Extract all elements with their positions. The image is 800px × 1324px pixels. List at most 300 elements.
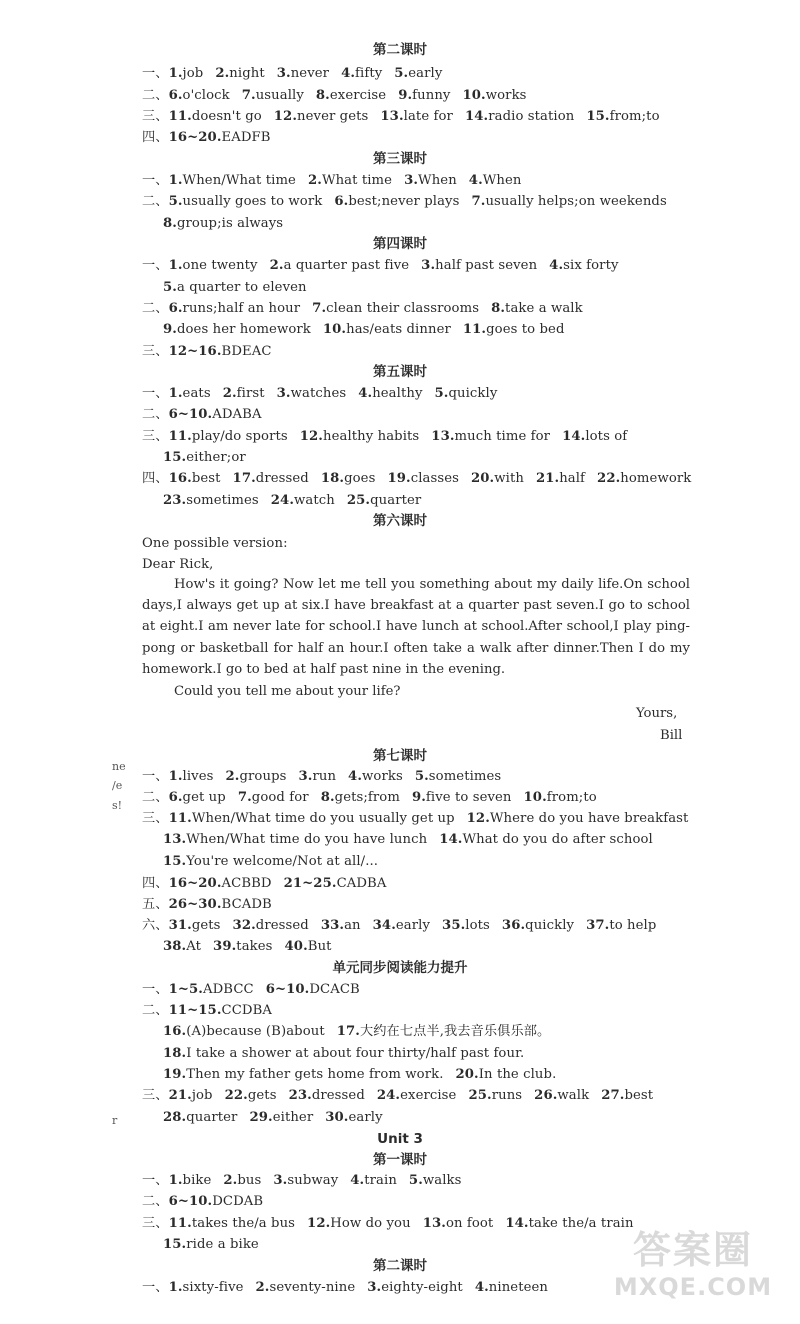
answer-line	[142, 1280, 548, 1296]
answer-text: watch	[294, 493, 335, 508]
answer-text: gets;from	[334, 790, 400, 805]
answer-number: 3.	[367, 1280, 382, 1295]
answer-item	[348, 769, 403, 784]
answer-number: 17.	[232, 471, 256, 486]
answer-item	[163, 1237, 259, 1252]
answer-text: But	[307, 939, 332, 954]
answer-number: 39.	[213, 939, 237, 954]
answer-number: 10.	[462, 88, 486, 103]
answer-line	[142, 471, 691, 487]
answer-number: 26~30.	[168, 897, 222, 912]
answer-item	[169, 1173, 212, 1188]
answer-text: with	[494, 471, 524, 486]
answer-line	[163, 939, 332, 955]
answer-line	[142, 811, 688, 827]
answer-text: lots of	[585, 429, 628, 444]
answer-item	[142, 1194, 169, 1209]
answer-number: 10.	[523, 790, 547, 805]
answer-text: lots	[465, 918, 490, 933]
answer-text: subway	[287, 1173, 339, 1188]
answer-number: 36.	[501, 918, 526, 933]
answer-item	[273, 1173, 338, 1188]
section-heading: 第七课时	[373, 748, 427, 764]
answer-item	[233, 471, 309, 486]
answer-number: 4.	[549, 258, 564, 273]
answer-item	[341, 66, 382, 81]
answer-number: 30.	[325, 1110, 349, 1125]
answer-text: either;or	[186, 450, 246, 465]
answer-text: goes to bed	[486, 322, 565, 337]
answer-item	[169, 982, 254, 997]
answer-text: walks	[422, 1173, 462, 1188]
answer-item	[404, 173, 457, 188]
answer-label: 二、	[142, 407, 169, 422]
answer-text: run	[312, 769, 337, 784]
answer-item	[431, 429, 550, 444]
answer-number: 4.	[474, 1280, 489, 1295]
answer-text: gets	[247, 1088, 277, 1103]
answer-number: 16.	[163, 1024, 187, 1039]
margin-fragment: /e	[112, 779, 123, 792]
answer-number: 1.	[168, 769, 183, 784]
answer-number: 11.	[168, 811, 192, 826]
answer-item	[142, 301, 169, 316]
answer-text: from;to	[546, 790, 597, 805]
answer-item	[169, 429, 288, 444]
answer-item	[316, 88, 386, 103]
answer-label: 一、	[142, 258, 169, 273]
section-heading: 单元同步阅读能力提升	[332, 960, 468, 976]
answer-label: 二、	[142, 790, 169, 805]
answer-number: 9.	[411, 790, 426, 805]
answer-text: usually	[255, 88, 304, 103]
answer-text: has/eats dinner	[346, 322, 451, 337]
answer-item	[142, 1216, 169, 1231]
answer-text: healthy habits	[323, 429, 420, 444]
answer-item	[169, 88, 230, 103]
answer-item	[142, 557, 213, 572]
answer-text: When	[482, 173, 522, 188]
answer-label: 四、	[142, 130, 169, 145]
answer-line	[142, 258, 619, 274]
answer-text: EADFB	[221, 130, 271, 145]
answer-text: 大约在七点半,我去音乐俱乐部。	[359, 1024, 551, 1039]
answer-item	[163, 1110, 237, 1125]
answer-text: lives	[182, 769, 214, 784]
answer-item	[347, 493, 421, 508]
answer-text: group;is always	[176, 216, 284, 231]
answer-line	[142, 769, 501, 785]
answer-item	[469, 173, 522, 188]
answer-number: 3.	[276, 66, 291, 81]
answer-number: 16~20.	[168, 876, 222, 891]
answer-text: groups	[239, 769, 287, 784]
answer-number: 4.	[348, 769, 363, 784]
answer-item	[142, 811, 169, 826]
answer-number: 31.	[168, 918, 192, 933]
answer-number: 29.	[249, 1110, 273, 1125]
answer-number: 15.	[586, 109, 610, 124]
answer-item	[409, 1173, 462, 1188]
answer-item	[321, 790, 400, 805]
answer-number: 14.	[562, 429, 586, 444]
answer-item	[387, 471, 459, 486]
answer-text: DCACB	[309, 982, 360, 997]
answer-number: 11.	[462, 322, 487, 337]
answer-line	[142, 344, 272, 360]
answer-item	[300, 429, 420, 444]
answer-number: 12.	[307, 1216, 331, 1231]
answer-text: works	[362, 769, 403, 784]
answer-label: 一、	[142, 769, 169, 784]
answer-line	[163, 450, 246, 466]
answer-text: half past seven	[435, 258, 538, 273]
answer-number: 12.	[273, 109, 298, 124]
answer-text: dressed	[311, 1088, 365, 1103]
answer-number: 2.	[225, 769, 240, 784]
answer-line	[142, 897, 272, 913]
answer-number: 5.	[168, 194, 183, 209]
answer-item	[597, 471, 691, 486]
answer-item	[274, 109, 369, 124]
answer-text: does her homework	[176, 322, 311, 337]
answer-text: CADBA	[336, 876, 387, 891]
margin-fragment: ne	[112, 760, 126, 773]
answer-text: best	[191, 471, 221, 486]
answer-number: 18.	[320, 471, 345, 486]
answer-item	[562, 429, 627, 444]
answer-number: 1.	[168, 1280, 183, 1295]
answer-item	[169, 1003, 272, 1018]
answer-number: 13.	[422, 1216, 446, 1231]
section-heading: 第四课时	[373, 236, 427, 252]
answer-line	[142, 918, 656, 934]
answer-number: 2.	[269, 258, 284, 273]
answer-text: eighty-eight	[381, 1280, 463, 1295]
answer-number: 23.	[163, 493, 187, 508]
answer-item	[463, 322, 565, 337]
answer-text: first	[236, 386, 265, 401]
answer-text: train	[364, 1173, 397, 1188]
answer-text: When	[418, 173, 457, 188]
answer-line	[163, 1024, 550, 1040]
answer-number: 4.	[350, 1173, 365, 1188]
answer-item	[163, 322, 311, 337]
answer-text: When/What time	[182, 173, 296, 188]
answer-item	[475, 1280, 548, 1295]
answer-line	[163, 832, 653, 848]
answer-item	[308, 173, 392, 188]
answer-number: 1.	[168, 66, 183, 81]
answer-item	[163, 450, 246, 465]
answer-number: 6.	[168, 790, 183, 805]
answer-text: get up	[182, 790, 226, 805]
answer-line	[142, 1216, 634, 1232]
answer-item	[169, 1280, 244, 1295]
answer-item	[256, 1280, 356, 1295]
answer-item	[169, 173, 296, 188]
answer-item	[323, 322, 451, 337]
answer-text: sixty-five	[182, 1280, 244, 1295]
answer-number: 6.	[168, 88, 183, 103]
answer-number: 7.	[471, 194, 486, 209]
answer-text: classes	[410, 471, 459, 486]
answer-item	[142, 769, 169, 784]
answer-item	[163, 493, 259, 508]
answer-item	[169, 386, 211, 401]
answer-item	[163, 1024, 325, 1039]
answer-text: seventy-nine	[269, 1280, 356, 1295]
answer-item	[442, 918, 490, 933]
answer-text: early	[395, 918, 431, 933]
answer-item	[142, 66, 169, 81]
answer-number: 16~20.	[168, 130, 222, 145]
answer-label: 二、	[142, 194, 169, 209]
answer-item	[169, 194, 323, 209]
answer-item	[350, 1173, 397, 1188]
answer-line	[142, 1194, 263, 1210]
answer-item	[534, 1088, 589, 1103]
answer-item	[307, 1216, 411, 1231]
answer-item	[142, 258, 169, 273]
answer-text: doesn't go	[191, 109, 262, 124]
answer-number: 10.	[322, 322, 347, 337]
answer-text: fifty	[355, 66, 383, 81]
answer-text: one twenty	[182, 258, 258, 273]
answer-line	[163, 1237, 259, 1253]
answer-line	[142, 88, 527, 104]
answer-item	[142, 386, 169, 401]
section-heading: 第五课时	[373, 364, 427, 380]
answer-text: eats	[182, 386, 211, 401]
answer-text: a quarter to eleven	[176, 280, 307, 295]
answer-item	[163, 216, 283, 231]
answer-item	[465, 109, 574, 124]
answer-number: 2.	[215, 66, 230, 81]
answer-label: 二、	[142, 88, 169, 103]
answer-item	[169, 1216, 295, 1231]
answer-text: BCADB	[221, 897, 272, 912]
section-heading: 第二课时	[373, 1258, 427, 1274]
watermark-top: 答案圈	[632, 1228, 753, 1272]
answer-text: ACBBD	[221, 876, 272, 891]
section-heading: 第三课时	[373, 151, 427, 167]
answer-number: 1.	[168, 173, 183, 188]
answer-text: bus	[237, 1173, 262, 1188]
answer-text: either	[272, 1110, 314, 1125]
answer-item	[586, 109, 659, 124]
answer-item	[398, 88, 450, 103]
answer-line	[142, 109, 660, 125]
answer-number: 7.	[312, 301, 327, 316]
answer-item	[233, 918, 309, 933]
answer-label: 三、	[142, 1088, 169, 1103]
answer-line	[142, 173, 522, 189]
answer-number: 32.	[232, 918, 256, 933]
answer-item	[142, 982, 169, 997]
answer-text: takes	[236, 939, 273, 954]
answer-item	[142, 344, 169, 359]
answer-text: ride a bike	[186, 1237, 259, 1252]
answer-number: 34.	[372, 918, 396, 933]
letter-question: Could you tell me about your life?	[174, 684, 401, 699]
answer-number: 18.	[163, 1046, 187, 1061]
letter-intro	[142, 536, 288, 552]
unit-heading: Unit 3	[377, 1131, 423, 1147]
answer-text: runs	[491, 1088, 523, 1103]
answer-number: 26.	[534, 1088, 558, 1103]
answer-label: 六、	[142, 918, 169, 933]
answer-label: 一、	[142, 1280, 169, 1295]
answer-item	[169, 109, 262, 124]
answer-number: 2.	[307, 173, 322, 188]
section-heading: 第二课时	[373, 42, 427, 58]
answer-label: 二、	[142, 1194, 169, 1209]
answer-item	[142, 471, 169, 486]
answer-item	[312, 301, 479, 316]
answer-number: 3.	[273, 1173, 288, 1188]
answer-number: 21~25.	[283, 876, 337, 891]
answer-number: 5.	[394, 66, 409, 81]
answer-number: 6~10.	[168, 407, 213, 422]
answer-item	[163, 939, 201, 954]
answer-number: 24.	[376, 1088, 401, 1103]
answer-line	[142, 876, 386, 892]
answer-label: 二、	[142, 1003, 169, 1018]
answer-text: sometimes	[428, 769, 502, 784]
answer-item	[169, 811, 455, 826]
answer-text: When/What time do you have lunch	[186, 832, 428, 847]
answer-text: What time	[321, 173, 393, 188]
answer-line	[163, 216, 283, 232]
answer-text: watches	[290, 386, 347, 401]
answer-number: 3.	[404, 173, 419, 188]
answer-item	[169, 769, 214, 784]
answer-item	[524, 790, 597, 805]
answer-item	[435, 386, 498, 401]
answer-number: 6~10.	[265, 982, 310, 997]
answer-number: 4.	[358, 386, 373, 401]
answer-item	[223, 1173, 261, 1188]
answer-label: 四、	[142, 876, 169, 891]
answer-item	[169, 918, 221, 933]
answer-item	[238, 790, 309, 805]
answer-text: late for	[403, 109, 453, 124]
answer-item	[298, 769, 336, 784]
answer-item	[163, 854, 378, 869]
answer-item	[421, 258, 537, 273]
answer-item	[223, 386, 265, 401]
answer-item	[325, 1110, 382, 1125]
answer-item	[169, 876, 272, 891]
answer-text: How do you	[330, 1216, 411, 1231]
answer-item	[215, 66, 264, 81]
answer-item	[462, 88, 526, 103]
answer-number: 14.	[505, 1216, 529, 1231]
answer-item	[163, 280, 307, 295]
answer-line	[142, 790, 597, 806]
answer-number: 5.	[434, 386, 449, 401]
answer-text: five to seven	[425, 790, 512, 805]
watermark-logo	[602, 1228, 784, 1316]
answer-text: six forty	[563, 258, 619, 273]
answer-text: goes	[344, 471, 376, 486]
answer-number: 1~5.	[168, 982, 203, 997]
answer-text: radio station	[488, 109, 575, 124]
answer-item	[423, 1216, 494, 1231]
answer-number: 7.	[237, 790, 252, 805]
answer-number: 7.	[241, 88, 256, 103]
answer-number: 35.	[442, 918, 466, 933]
answer-number: 8.	[320, 790, 335, 805]
answer-number: 4.	[468, 173, 483, 188]
answer-line	[142, 386, 497, 402]
answer-text: walk	[557, 1088, 590, 1103]
answer-number: 19.	[387, 471, 411, 486]
answer-text: What do you do after school	[462, 832, 653, 847]
answer-number: 25.	[346, 493, 371, 508]
answer-text: quarter	[186, 1110, 238, 1125]
answer-number: 14.	[439, 832, 463, 847]
answer-label: 三、	[142, 1216, 169, 1231]
answer-label: 四、	[142, 471, 169, 486]
answer-number: 20.	[455, 1067, 479, 1082]
answer-text: an	[344, 918, 361, 933]
answer-item	[163, 832, 427, 847]
section-heading: 第一课时	[373, 1152, 427, 1168]
answer-number: 21.	[168, 1088, 192, 1103]
answer-item	[377, 1088, 457, 1103]
answer-text: early	[348, 1110, 383, 1125]
margin-fragment: r	[112, 1114, 118, 1127]
answer-number: 15.	[163, 450, 187, 465]
answer-text: best;never plays	[348, 194, 460, 209]
answer-item	[536, 471, 585, 486]
answer-line	[163, 280, 307, 296]
answer-number: 20.	[470, 471, 495, 486]
answer-text: night	[229, 66, 265, 81]
answer-text: DCDAB	[212, 1194, 264, 1209]
answer-item	[277, 386, 347, 401]
answer-item	[586, 918, 656, 933]
answer-number: 12.	[466, 811, 490, 826]
answer-number: 14.	[464, 109, 489, 124]
answer-number: 3.	[276, 386, 291, 401]
answer-item	[169, 1194, 264, 1209]
answer-item	[284, 876, 387, 891]
answer-number: 15.	[163, 854, 187, 869]
answer-label: 一、	[142, 1173, 169, 1188]
answer-number: 3.	[421, 258, 436, 273]
answer-number: 5.	[408, 1173, 423, 1188]
answer-item	[226, 769, 287, 784]
letter-signature: Bill	[660, 728, 683, 743]
answer-item	[169, 66, 204, 81]
answer-number: 6.	[168, 301, 183, 316]
answer-item	[169, 344, 272, 359]
answer-item	[270, 258, 410, 273]
answer-item	[142, 1173, 169, 1188]
answer-number: 33.	[320, 918, 345, 933]
answer-item	[491, 301, 583, 316]
answer-number: 9.	[398, 88, 413, 103]
answer-item	[169, 471, 221, 486]
answer-number: 5.	[414, 769, 429, 784]
answer-item	[334, 194, 459, 209]
answer-text: never	[290, 66, 330, 81]
answer-label: 二、	[142, 301, 169, 316]
answer-item	[142, 194, 169, 209]
